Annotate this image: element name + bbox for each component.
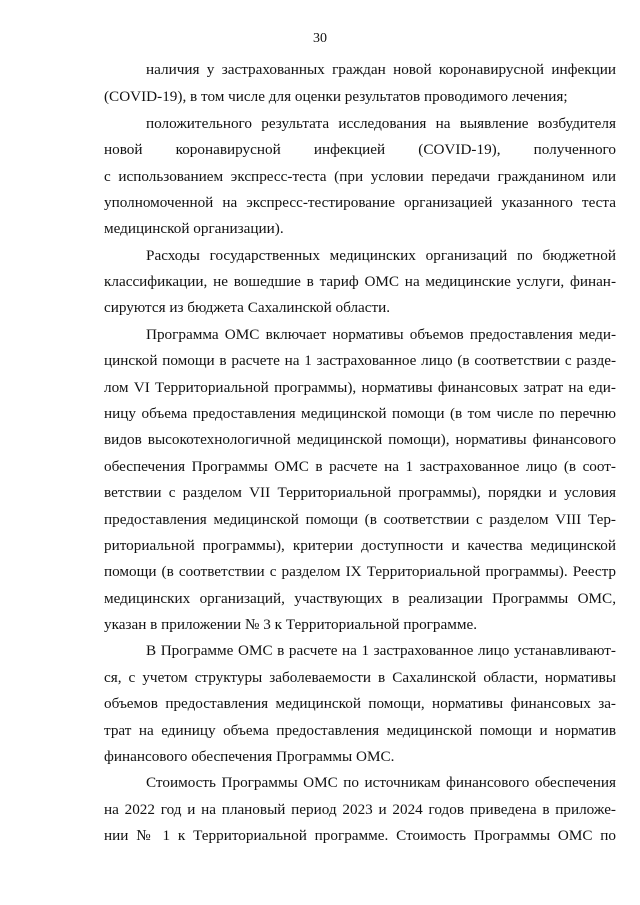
text-line: ницу объема предоставления медицинской помощи (в том числе по перечню [104,405,616,422]
text-line: предоставления медицинской помощи (в соответствии с разделом VIII Тер- [104,511,616,528]
text-line: классификации, не вошедшие в тариф ОМС на медицинские услуги, финан- [104,273,616,290]
text-line: с использованием экспресс-теста (при условии передачи гражданином или [104,168,616,185]
page-number: 30 [313,31,327,46]
text-line: на 2022 год и на плановый период 2023 и 2024 годов приведена в приложе- [104,801,616,818]
text-line: финансового обеспечения Программы ОМС. [104,748,395,765]
text-line: В Программе ОМС в расчете на 1 застрахованное лицо устанавливают- [146,642,616,659]
text-line: медицинской организации). [104,220,284,237]
text-line: цинской помощи в расчете на 1 застрахованное лицо (в соответствии с разде- [104,352,616,369]
text-line: Стоимость Программы ОМС по источникам финансового обеспечения [146,774,616,791]
text-line: сируются из бюджета Сахалинской области. [104,299,391,316]
text-line: медицинских организаций, участвующих в реализации Программы ОМС, [104,590,616,607]
text-line: помощи (в соответствии с разделом IX Территориальной программы). Реестр [104,563,616,580]
text-line: Программа ОМС включает нормативы объемов предоставления меди- [146,326,616,343]
text-line: видов высокотехнологичной медицинской помощи), нормативы финансового [104,431,616,448]
text-line: уполномоченной на экспресс-тестирование организацией указанного теста [104,194,616,211]
text-line: нии № 1 к Территориальной программе. Стоимость Программы ОМС по [104,827,616,844]
text-line: новой коронавирусной инфекцией (COVID-19), полученного [104,141,616,158]
text-line: обеспечения Программы ОМС в расчете на 1 застрахованное лицо (в соот- [104,458,616,475]
text-line: трат на единицу объема предоставления медицинской помощи и норматив [104,722,616,739]
text-line: риториальной программы), критерии доступности и качества медицинской [104,537,616,554]
text-line: (COVID-19), в том числе для оценки результатов проводимого лечения; [104,88,568,105]
text-line: ветствии с разделом VII Территориальной программы), порядки и условия [104,484,616,501]
text-line: объемов предоставления медицинской помощи, нормативы финансовых за- [104,695,616,712]
text-line: положительного результата исследования на выявление возбудителя [146,115,616,132]
text-line: наличия у застрахованных граждан новой коронавирусной инфекции [146,61,616,78]
text-line: указан в приложении № 3 к Территориальной программе. [104,616,477,633]
text-line: ся, с учетом структуры заболеваемости в Сахалинской области, нормативы [104,669,616,686]
text-line: лом VI Территориальной программы), нормативы финансовых затрат на еди- [104,379,616,396]
text-line: Расходы государственных медицинских организаций по бюджетной [146,247,616,264]
